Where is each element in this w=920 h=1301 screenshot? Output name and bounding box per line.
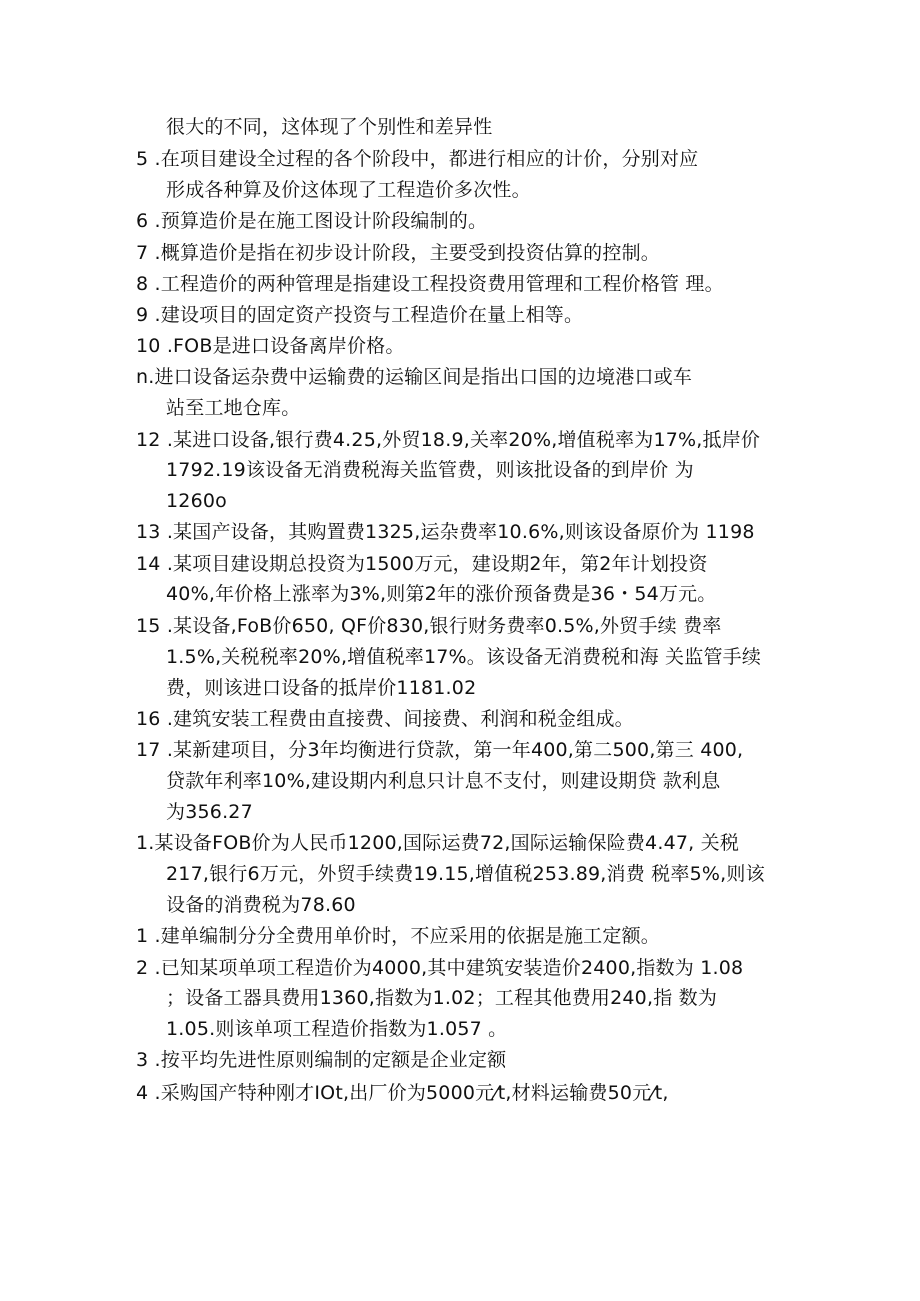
text-line: 站至工地仓库。 bbox=[166, 397, 301, 419]
text-line: 6 .预算造价是在施工图设计阶段编制的。 bbox=[136, 210, 488, 232]
text-line: 为356.27 bbox=[166, 801, 253, 823]
text-line: 设备的消费税为78.60 bbox=[166, 894, 356, 916]
text-line: 1.某设备FOB价为人民币1200,国际运费72,国际运输保险费4.47, 关税 bbox=[136, 832, 740, 854]
text-line: ；设备工器具费用1360,指数为1.02；工程其他费用240,指 数为 bbox=[166, 987, 718, 1009]
text-line: 16 .建筑安装工程费由直接费、间接费、利润和税金组成。 bbox=[136, 708, 634, 730]
text-line: 40%,年价格上涨率为3%,则第2年的涨价预备费是36・54万元。 bbox=[166, 583, 717, 605]
text-line: 12 .某进口设备,银行费4.25,外贸18.9,关率20%,增值税率为17%,抵岸价 bbox=[136, 429, 761, 451]
text-line: 3 .按平均先进性原则编制的定额是企业定额 bbox=[136, 1049, 507, 1071]
text-line: 5 .在项目建设全过程的各个阶段中，都进行相应的计价，分别对应 bbox=[136, 148, 699, 170]
text-line: n.进口设备运杂费中运输费的运输区间是指出口国的边境港口或车 bbox=[136, 366, 693, 388]
text-line: 2 .已知某项单项工程造价为4000,其中建筑安装造价2400,指数为 1.08 bbox=[136, 957, 744, 979]
text-line: 1.05.则该单项工程造价指数为1.057 。 bbox=[166, 1018, 508, 1040]
text-line: 费，则该进口设备的抵岸价1181.02 bbox=[166, 677, 477, 699]
text-line: 很大的不同，这体现了个别性和差异性 bbox=[166, 116, 493, 138]
text-line: 1260o bbox=[166, 490, 227, 512]
text-line: 贷款年利率10%,建设期内利息只计息不支付，则建设期贷 款利息 bbox=[166, 770, 721, 792]
text-line: 1792.19该设备无消费税海关监管费，则该批设备的到岸价 为 bbox=[166, 459, 694, 481]
text-line: 15 .某设备,FoB价650, QF价830,银行财务费率0.5%,外贸手续 费率 bbox=[136, 615, 722, 637]
text-line: 8 .工程造价的两种管理是指建设工程投资费用管理和工程价格管 理。 bbox=[136, 273, 724, 295]
text-line: 1 .建单编制分分全费用单价时，不应采用的依据是施工定额。 bbox=[136, 925, 660, 947]
text-line: 9 .建设项目的固定资产投资与工程造价在量上相等。 bbox=[136, 304, 584, 326]
text-line: 13 .某国产设备，其购置费1325,运杂费率10.6%,则该设备原价为 1198 bbox=[136, 521, 755, 543]
text-line: 形成各种算及价这体现了工程造价多次性。 bbox=[166, 179, 531, 201]
text-line: 17 .某新建项目，分3年均衡进行贷款，第一年400,第二500,第三 400, bbox=[136, 739, 744, 761]
text-line: 1.5%,关税税率20%,增值税率17%。该设备无消费税和海 关监管手续 bbox=[166, 646, 762, 668]
text-line: 10 .FOB是进口设备离岸价格。 bbox=[136, 335, 405, 357]
text-line: 217,银行6万元，外贸手续费19.15,增值税253.89,消费 税率5%,则该 bbox=[166, 863, 765, 885]
text-line: 4 .采购国产特种刚才IOt,出厂价为5000元⁄t,材料运输费50元⁄t, bbox=[136, 1082, 669, 1104]
text-line: 14 .某项目建设期总投资为1500万元，建设期2年，第2年计划投资 bbox=[136, 553, 708, 575]
text-line: 7 .概算造价是指在初步设计阶段，主要受到投资估算的控制。 bbox=[136, 242, 660, 264]
